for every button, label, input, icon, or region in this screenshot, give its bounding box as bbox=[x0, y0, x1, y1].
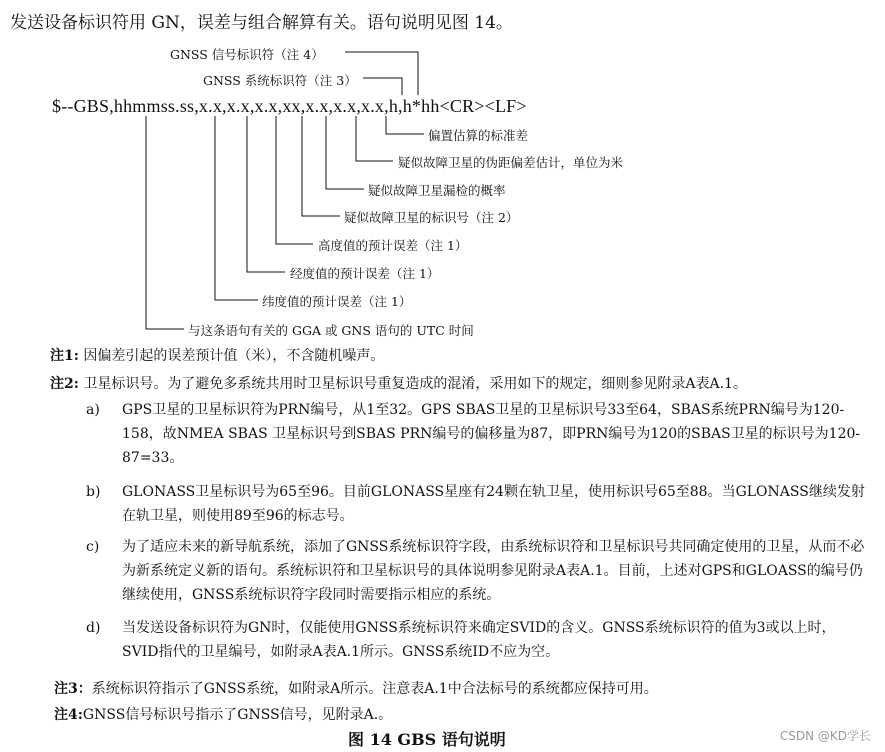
list-item-text: 为了适应未来的新导航系统，添加了GNSS系统标识符字段，由系统标识符和卫星标识号共同确定使用的卫星，从而不必为新系统定义新的语句。系统标识符和卫星标识号的具体说明参见附录A表A.1。目前，上述对GPS和GLOASS的编号仍继续使用，GNSS系统标识符字段同时需要指示相应的系统。 bbox=[122, 539, 865, 603]
list-item-marker: c) bbox=[86, 539, 100, 555]
note-2-text: 卫星标识号。为了避免多系统共用时卫星标识号重复造成的混淆，采用如下的规定，细则参见附录A表A.1。 bbox=[83, 376, 747, 392]
list-item-text: 当发送设备标识符为GN时，仅能使用GNSS系统标识符来确定SVID的含义。GNSS系统标识符的值为3或以上时，SVID指代的卫星编号，如附录A表A.1所示。GNSS系统ID不应为空。 bbox=[122, 620, 836, 660]
field-label-bias-std: 偏置估算的标准差 bbox=[428, 128, 529, 143]
note-3 bbox=[54, 678, 658, 698]
connector-utc-time bbox=[146, 116, 184, 329]
note-4-label: 注4: bbox=[54, 707, 83, 723]
connector-fault-id bbox=[302, 116, 340, 216]
note-1-label: 注1: bbox=[50, 348, 79, 364]
list-item-marker: a) bbox=[86, 402, 100, 418]
list-item-marker: d) bbox=[86, 620, 101, 636]
note-2 bbox=[50, 373, 747, 393]
field-label-missed-detect: 疑似故障卫星漏检的概率 bbox=[368, 183, 506, 198]
list-item-a bbox=[86, 398, 870, 470]
connector-bias-std bbox=[386, 116, 424, 134]
figure-caption: 图 14 GBS 语句说明 bbox=[348, 730, 506, 749]
note-4-text: GNSS信号标识号指示了GNSS信号，见附录A.。 bbox=[82, 707, 393, 723]
field-label-system-id: GNSS 系统标识符（注 3） bbox=[203, 73, 357, 88]
connector-signal-id bbox=[345, 52, 418, 95]
note-1 bbox=[50, 345, 384, 365]
field-label-lat-error: 纬度值的预计误差（注 1） bbox=[262, 294, 412, 309]
note-3-label: 注3： bbox=[54, 681, 92, 697]
list-item-c bbox=[86, 535, 870, 607]
field-label-alt-error: 高度值的预计误差（注 1） bbox=[318, 238, 468, 253]
list-item-marker: b) bbox=[86, 484, 101, 500]
connector-alt-error bbox=[276, 116, 313, 244]
note-1-text: 因偏差引起的误差预计值（米），不含随机噪声。 bbox=[83, 348, 385, 364]
field-label-signal-id: GNSS 信号标识符（注 4） bbox=[170, 47, 324, 62]
note-2-label: 注2: bbox=[50, 376, 79, 392]
note-3-text: 系统标识符指示了GNSS系统，如附录A所示。注意表A.1中合法标号的系统都应保持可用。 bbox=[91, 681, 658, 697]
connector-lon-error bbox=[247, 116, 285, 272]
intro-text: 发送设备标识符用 GN，误差与组合解算有关。语句说明见图 14。 bbox=[10, 13, 513, 33]
list-item-d bbox=[86, 616, 870, 664]
list-item-b bbox=[86, 480, 870, 528]
field-label-fault-id: 疑似故障卫星的标识号（注 2） bbox=[344, 210, 519, 225]
connector-missed-detect bbox=[326, 116, 364, 189]
list-item-text: GPS卫星的卫星标识符为PRN编号，从1至32。GPS SBAS卫星的卫星标识号33至64，SBAS系统PRN编号为120-158，故NMEA SBAS 卫星标识号到SBAS PRN编号的偏移量为87，即PRN编号为120的SBAS卫星的标识号为120-87=33。 bbox=[122, 402, 861, 466]
connector-range-bias bbox=[356, 116, 393, 161]
field-label-utc-time: 与这条语句有关的 GGA 或 GNS 语句的 UTC 时间 bbox=[188, 323, 474, 338]
watermark: CSDN @KD学长 bbox=[779, 729, 871, 743]
list-item-text: GLONASS卫星标识号为65至96。目前GLONASS星座有24颗在轨卫星，使用标识号65至88。当GLONASS继续发射在轨卫星，则使用89至96的标志号。 bbox=[122, 484, 865, 524]
connector-system-id bbox=[363, 78, 402, 95]
field-label-range-bias: 疑似故障卫星的伪距偏差估计，单位为米 bbox=[398, 155, 624, 170]
note-4 bbox=[54, 704, 392, 724]
field-label-lon-error: 经度值的预计误差（注 1） bbox=[290, 266, 440, 281]
gbs-sentence: $--GBS,hhmmss.ss,x.x,x.x,x.x,xx,x.x,x.x,x.x,h,h*hh<CR><LF> bbox=[52, 96, 527, 116]
